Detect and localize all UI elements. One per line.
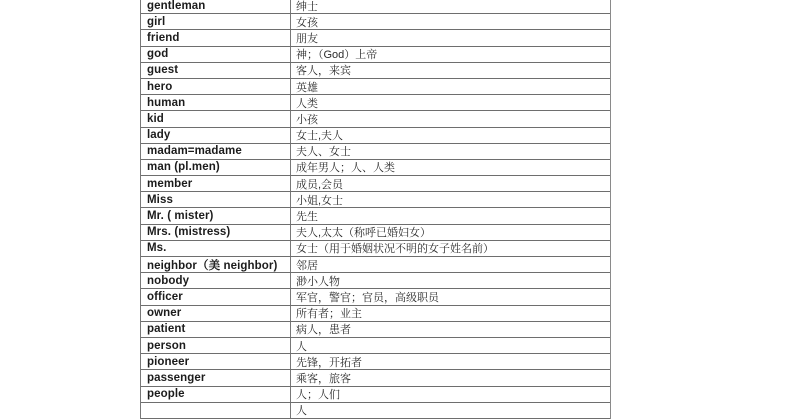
- english-cell: madam=madame: [141, 144, 291, 159]
- chinese-cell: 渺小人物: [296, 275, 340, 288]
- table-row: [141, 160, 610, 176]
- table-row: [141, 47, 610, 63]
- chinese-cell: 小孩: [296, 113, 318, 126]
- table-row: [141, 192, 610, 208]
- table-row: [141, 30, 610, 46]
- table-row: [141, 128, 610, 144]
- chinese-cell: 人: [296, 405, 307, 418]
- table-row: [141, 338, 610, 354]
- chinese-cell: 绅士: [296, 0, 318, 13]
- english-cell: officer: [141, 289, 291, 304]
- chinese-cell: 英雄: [296, 81, 318, 94]
- table-row: [141, 176, 610, 192]
- english-cell: nobody: [141, 273, 291, 288]
- chinese-cell: 朋友: [296, 32, 318, 45]
- chinese-cell: 邻居: [296, 259, 318, 272]
- english-cell: Miss: [141, 192, 291, 207]
- chinese-cell: 乘客，旅客: [296, 372, 351, 385]
- english-cell: girl: [141, 14, 291, 29]
- chinese-cell: 军官，警官；官员，高级职员: [296, 291, 439, 304]
- english-cell: people: [141, 387, 291, 402]
- table-row: [141, 208, 610, 224]
- english-cell: patient: [141, 322, 291, 337]
- table-row: [141, 257, 610, 273]
- english-cell: Mr. ( mister): [141, 208, 291, 223]
- english-cell: god: [141, 47, 291, 62]
- english-cell: member: [141, 176, 291, 191]
- chinese-cell: 小姐,女士: [296, 194, 344, 207]
- english-cell: neighbor（美 neighbor): [141, 257, 291, 272]
- chinese-cell: 人；人们: [296, 389, 340, 402]
- chinese-cell: 病人，患者: [296, 324, 351, 337]
- chinese-cell: 先锋，开拓者: [296, 356, 362, 369]
- table-row: [141, 370, 610, 386]
- chinese-cell: 女士,夫人: [296, 130, 344, 143]
- table-row: [141, 403, 610, 419]
- chinese-cell: 夫人,太太（称呼已婚妇女）: [296, 227, 432, 240]
- english-cell: owner: [141, 306, 291, 321]
- english-cell: man (pl.men): [141, 160, 291, 175]
- english-cell: person: [141, 338, 291, 353]
- english-cell: Mrs. (mistress): [141, 225, 291, 240]
- chinese-cell: 女孩: [296, 16, 318, 29]
- table-row: [141, 0, 610, 14]
- table-row: [141, 95, 610, 111]
- table-row: [141, 63, 610, 79]
- chinese-cell: 女士（用于婚姻状况不明的女子姓名前）: [296, 243, 494, 256]
- english-cell: friend: [141, 30, 291, 45]
- chinese-cell: 人: [296, 340, 307, 353]
- table-row: [141, 225, 610, 241]
- table-row: [141, 111, 610, 127]
- english-cell: kid: [141, 111, 291, 126]
- chinese-cell: 客人，来宾: [296, 65, 351, 78]
- english-cell: [141, 403, 291, 418]
- table-row: [141, 289, 610, 305]
- chinese-cell: 先生: [296, 211, 318, 224]
- english-cell: guest: [141, 63, 291, 78]
- chinese-cell: 成年男人；人、人类: [296, 162, 395, 175]
- vocab-table: [140, 0, 611, 419]
- chinese-cell: 夫人、女士: [296, 146, 351, 159]
- table-row: [141, 306, 610, 322]
- english-cell: Ms.: [141, 241, 291, 256]
- chinese-cell: 成员,会员: [296, 178, 344, 191]
- table-row: [141, 273, 610, 289]
- table-row: [141, 387, 610, 403]
- table-row: [141, 322, 610, 338]
- english-cell: pioneer: [141, 354, 291, 369]
- chinese-cell: 人类: [296, 97, 318, 110]
- chinese-cell: 神；（God）上帝: [296, 49, 378, 62]
- chinese-cell: 所有者；业主: [296, 308, 362, 321]
- english-cell: gentleman: [141, 0, 291, 13]
- table-row: [141, 241, 610, 257]
- table-row: [141, 14, 610, 30]
- table-row: [141, 144, 610, 160]
- english-cell: human: [141, 95, 291, 110]
- english-cell: hero: [141, 79, 291, 94]
- english-cell: passenger: [141, 370, 291, 385]
- table-row: [141, 79, 610, 95]
- table-row: [141, 354, 610, 370]
- english-cell: lady: [141, 128, 291, 143]
